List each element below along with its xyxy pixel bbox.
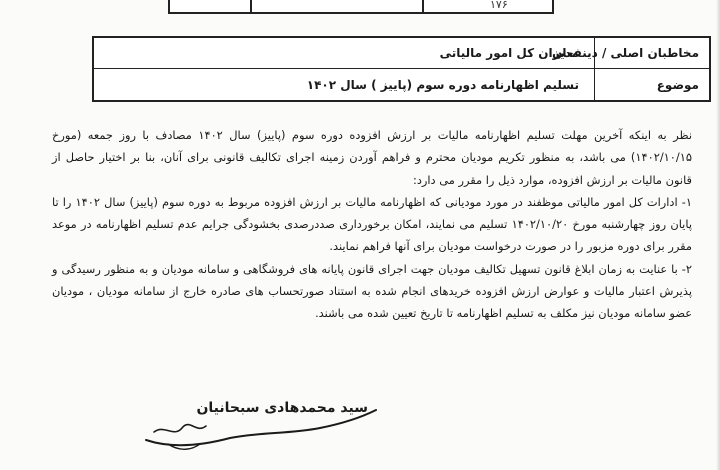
recipient-label: مخاطبان اصلی / ذینفعان [552,46,699,60]
recipient-value: مدیران کل امور مالیاتی [439,46,579,60]
header-table [92,36,711,102]
letter-body [52,124,692,325]
item-2-paragraph: ۲- با عنایت به زمان ابلاغ قانون تسهیل تکالیف مودیان جهت اجرای قانون پایانه های فروشگاهی و سامانه مودیان و به منظور رسیدگی و پذیرش اعتبار مالیات و عوارض ارزش افزوده خریدهای انجام شده به استناد صورتحساب های صادره خارج از سامانه مودیان ، مودیان عضو سامانه مودیان نیز مکلف به تسلیم اظهارنامه تا تاریخ تعیین شده می باشند. [52,261,692,321]
top-mark: ۱۷۶ [490,0,508,11]
page-edge-shadow [716,0,720,470]
header-divider [94,68,709,69]
top-box [422,0,554,14]
top-box [250,0,424,14]
top-box [168,0,252,14]
intro-paragraph: نظر به اینکه آخرین مهلت تسلیم اظهارنامه مالیات بر ارزش افزوده دوره سوم (پاییز) سال ۱۴۰۲ مصادف با روز جمعه (مورخ ۱۴۰۲/۱۰/۱۵) می باشد، به منظور تکریم مودیان محترم و فراهم آوردن زمینه اجرای تکالیف قانونی برای آنان، بنا بر اختیار حاصل از قانون مالیات بر ارزش افزوده، موارد ذیل را مقرر می دارد: [52,128,692,187]
signatory-name: سید محمدهادی سبحانیان [196,400,368,416]
signature-block [140,388,380,458]
subject-label: موضوع [656,78,699,92]
top-form-strip [0,0,720,14]
subject-value: تسلیم اظهارنامه دوره سوم (پاییز ) سال ۱۴۰۲ [306,78,579,92]
signature-scribble [140,388,380,458]
item-1-paragraph: ۱- ادارات کل امور مالیاتی موظفند در مورد مودیانی که اظهارنامه مالیات بر ارزش افزوده مربوط به دوره سوم (پاییز) سال ۱۴۰۲ را تا پایان روز چهارشنبه مورخ ۱۴۰۲/۱۰/۲۰ تسلیم می نمایند، امکان برخورداری صددرصدی بخشودگی جرایم عدم تسلیم اظهارنامه در موعد مقرر برای دوره مزبور را در صورت درخواست مودیان برای آنها فراهم نمایند. [52,194,692,254]
